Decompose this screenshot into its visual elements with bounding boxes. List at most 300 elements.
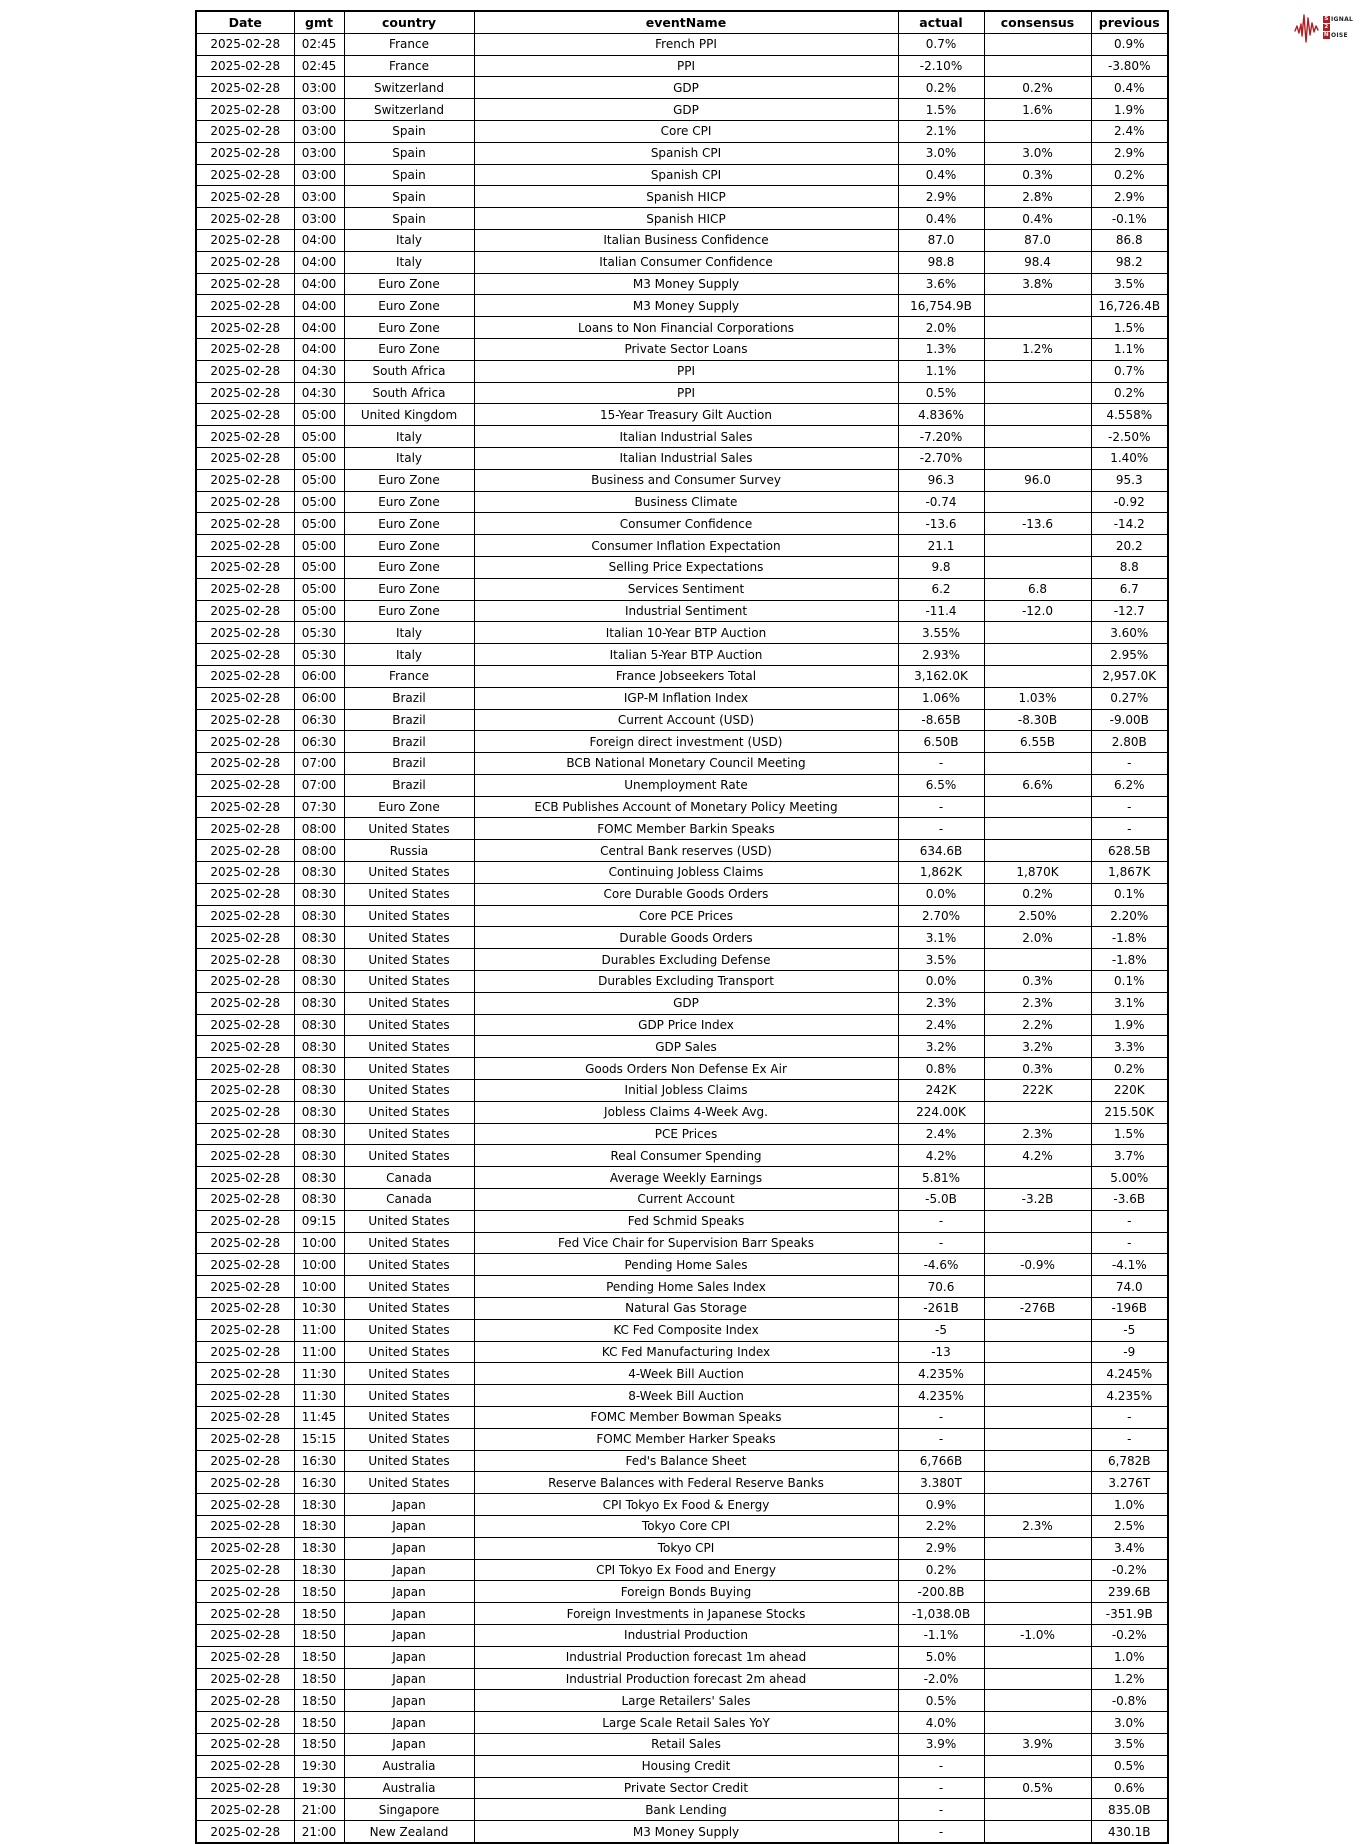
- cell-date: 2025-02-28: [196, 208, 294, 230]
- cell-consensus: [984, 1559, 1091, 1581]
- cell-eventname: Average Weekly Earnings: [474, 1167, 898, 1189]
- cell-gmt: 04:00: [294, 273, 344, 295]
- cell-date: 2025-02-28: [196, 469, 294, 491]
- cell-gmt: 10:00: [294, 1232, 344, 1254]
- table-row: [196, 77, 1168, 99]
- cell-gmt: 08:00: [294, 840, 344, 862]
- cell-date: 2025-02-28: [196, 578, 294, 600]
- cell-gmt: 18:30: [294, 1559, 344, 1581]
- cell-date: 2025-02-28: [196, 796, 294, 818]
- cell-consensus: [984, 840, 1091, 862]
- cell-country: Spain: [344, 120, 474, 142]
- table-row: [196, 992, 1168, 1014]
- cell-gmt: 08:30: [294, 1145, 344, 1167]
- cell-actual: 0.4%: [898, 164, 984, 186]
- cell-date: 2025-02-28: [196, 1189, 294, 1211]
- cell-actual: -8.65B: [898, 709, 984, 731]
- cell-consensus: 98.4: [984, 251, 1091, 273]
- cell-country: Brazil: [344, 753, 474, 775]
- cell-gmt: 05:00: [294, 578, 344, 600]
- cell-previous: 0.2%: [1091, 382, 1168, 404]
- cell-date: 2025-02-28: [196, 1341, 294, 1363]
- cell-consensus: 1.03%: [984, 687, 1091, 709]
- cell-eventname: Durables Excluding Defense: [474, 949, 898, 971]
- cell-actual: 3.380T: [898, 1472, 984, 1494]
- cell-country: Spain: [344, 164, 474, 186]
- cell-actual: -: [898, 818, 984, 840]
- cell-consensus: [984, 818, 1091, 840]
- cell-eventname: M3 Money Supply: [474, 295, 898, 317]
- cell-actual: 3.9%: [898, 1733, 984, 1755]
- cell-actual: 9.8: [898, 556, 984, 578]
- cell-country: South Africa: [344, 382, 474, 404]
- cell-country: Euro Zone: [344, 273, 474, 295]
- cell-eventname: Large Retailers' Sales: [474, 1690, 898, 1712]
- cell-date: 2025-02-28: [196, 1494, 294, 1516]
- cell-actual: 2.2%: [898, 1515, 984, 1537]
- cell-actual: -2.0%: [898, 1668, 984, 1690]
- table-row: [196, 55, 1168, 77]
- cell-previous: 0.7%: [1091, 360, 1168, 382]
- cell-country: Italy: [344, 644, 474, 666]
- cell-date: 2025-02-28: [196, 186, 294, 208]
- cell-consensus: -13.6: [984, 513, 1091, 535]
- cell-consensus: 3.9%: [984, 1733, 1091, 1755]
- cell-country: United States: [344, 1276, 474, 1298]
- table-row: [196, 1537, 1168, 1559]
- cell-country: Italy: [344, 229, 474, 251]
- cell-country: Japan: [344, 1494, 474, 1516]
- cell-country: United States: [344, 1341, 474, 1363]
- cell-eventname: PCE Prices: [474, 1123, 898, 1145]
- cell-previous: 2.9%: [1091, 142, 1168, 164]
- cell-consensus: -12.0: [984, 600, 1091, 622]
- cell-eventname: Spanish HICP: [474, 208, 898, 230]
- logo-word-oise: OISE: [1331, 31, 1348, 39]
- cell-actual: 3.6%: [898, 273, 984, 295]
- cell-gmt: 05:00: [294, 556, 344, 578]
- cell-consensus: -8.30B: [984, 709, 1091, 731]
- cell-actual: 1.1%: [898, 360, 984, 382]
- table-row: [196, 1515, 1168, 1537]
- table-row: [196, 229, 1168, 251]
- table-row: [196, 295, 1168, 317]
- cell-consensus: [984, 1821, 1091, 1843]
- cell-country: Australia: [344, 1777, 474, 1799]
- table-row: [196, 360, 1168, 382]
- cell-consensus: [984, 1581, 1091, 1603]
- cell-country: United States: [344, 1428, 474, 1450]
- cell-consensus: 87.0: [984, 229, 1091, 251]
- cell-actual: 2.9%: [898, 1537, 984, 1559]
- cell-actual: -: [898, 1755, 984, 1777]
- cell-date: 2025-02-28: [196, 1646, 294, 1668]
- cell-gmt: 18:50: [294, 1581, 344, 1603]
- table-row: [196, 1189, 1168, 1211]
- cell-eventname: FOMC Member Barkin Speaks: [474, 818, 898, 840]
- cell-previous: 3.5%: [1091, 273, 1168, 295]
- cell-previous: 1.9%: [1091, 99, 1168, 121]
- cell-gmt: 03:00: [294, 120, 344, 142]
- cell-date: 2025-02-28: [196, 1821, 294, 1843]
- cell-date: 2025-02-28: [196, 164, 294, 186]
- cell-gmt: 05:30: [294, 644, 344, 666]
- cell-actual: 0.9%: [898, 1494, 984, 1516]
- cell-actual: 1.3%: [898, 338, 984, 360]
- cell-consensus: 4.2%: [984, 1145, 1091, 1167]
- cell-actual: -: [898, 1799, 984, 1821]
- cell-eventname: France Jobseekers Total: [474, 665, 898, 687]
- cell-country: Euro Zone: [344, 535, 474, 557]
- cell-actual: 1.5%: [898, 99, 984, 121]
- cell-actual: 4.0%: [898, 1712, 984, 1734]
- table-row: [196, 709, 1168, 731]
- cell-country: Spain: [344, 186, 474, 208]
- cell-previous: 3.5%: [1091, 1733, 1168, 1755]
- cell-date: 2025-02-28: [196, 1799, 294, 1821]
- cell-previous: 74.0: [1091, 1276, 1168, 1298]
- table-row: [196, 622, 1168, 644]
- cell-gmt: 05:00: [294, 404, 344, 426]
- cell-gmt: 16:30: [294, 1450, 344, 1472]
- cell-eventname: GDP: [474, 77, 898, 99]
- cell-consensus: [984, 1276, 1091, 1298]
- cell-date: 2025-02-28: [196, 665, 294, 687]
- cell-consensus: 2.8%: [984, 186, 1091, 208]
- logo-letter-2: 2: [1324, 23, 1329, 30]
- table-row: [196, 600, 1168, 622]
- cell-previous: 20.2: [1091, 535, 1168, 557]
- table-row: [196, 1210, 1168, 1232]
- cell-gmt: 18:30: [294, 1515, 344, 1537]
- table-row: [196, 840, 1168, 862]
- table-row: [196, 186, 1168, 208]
- cell-country: United States: [344, 883, 474, 905]
- cell-eventname: Durable Goods Orders: [474, 927, 898, 949]
- cell-country: Japan: [344, 1690, 474, 1712]
- cell-consensus: [984, 1472, 1091, 1494]
- cell-gmt: 08:30: [294, 883, 344, 905]
- cell-gmt: 04:00: [294, 295, 344, 317]
- cell-actual: -: [898, 1232, 984, 1254]
- cell-country: United States: [344, 1407, 474, 1429]
- cell-consensus: [984, 1755, 1091, 1777]
- cell-consensus: [984, 1167, 1091, 1189]
- cell-date: 2025-02-28: [196, 600, 294, 622]
- cell-gmt: 19:30: [294, 1777, 344, 1799]
- table-row: [196, 1450, 1168, 1472]
- cell-eventname: Consumer Inflation Expectation: [474, 535, 898, 557]
- cell-consensus: 0.2%: [984, 883, 1091, 905]
- table-row: [196, 818, 1168, 840]
- table-row: [196, 469, 1168, 491]
- cell-actual: -: [898, 1428, 984, 1450]
- cell-previous: 86.8: [1091, 229, 1168, 251]
- cell-eventname: Selling Price Expectations: [474, 556, 898, 578]
- cell-date: 2025-02-28: [196, 1167, 294, 1189]
- cell-previous: 0.1%: [1091, 883, 1168, 905]
- table-row: [196, 1058, 1168, 1080]
- cell-date: 2025-02-28: [196, 1123, 294, 1145]
- cell-date: 2025-02-28: [196, 77, 294, 99]
- cell-country: Italy: [344, 447, 474, 469]
- cell-country: France: [344, 33, 474, 55]
- cell-gmt: 08:30: [294, 1123, 344, 1145]
- logo-letter-s: S: [1324, 15, 1329, 22]
- table-row: [196, 731, 1168, 753]
- table-row: [196, 1712, 1168, 1734]
- cell-actual: 242K: [898, 1080, 984, 1102]
- cell-date: 2025-02-28: [196, 774, 294, 796]
- cell-previous: 3.276T: [1091, 1472, 1168, 1494]
- cell-eventname: Central Bank reserves (USD): [474, 840, 898, 862]
- cell-consensus: [984, 1407, 1091, 1429]
- table-row: [196, 796, 1168, 818]
- cell-gmt: 04:30: [294, 382, 344, 404]
- table-row: [196, 317, 1168, 339]
- cell-actual: 98.8: [898, 251, 984, 273]
- cell-previous: 0.2%: [1091, 164, 1168, 186]
- cell-actual: 2.3%: [898, 992, 984, 1014]
- cell-eventname: 8-Week Bill Auction: [474, 1385, 898, 1407]
- cell-gmt: 18:30: [294, 1494, 344, 1516]
- cell-previous: 1.9%: [1091, 1014, 1168, 1036]
- cell-date: 2025-02-28: [196, 360, 294, 382]
- ekg-waveform-icon: [1294, 7, 1322, 47]
- cell-country: Brazil: [344, 709, 474, 731]
- cell-gmt: 04:00: [294, 229, 344, 251]
- cell-consensus: 1.2%: [984, 338, 1091, 360]
- cell-previous: 1.0%: [1091, 1646, 1168, 1668]
- cell-date: 2025-02-28: [196, 1276, 294, 1298]
- cell-previous: 6,782B: [1091, 1450, 1168, 1472]
- cell-gmt: 07:30: [294, 796, 344, 818]
- cell-country: South Africa: [344, 360, 474, 382]
- cell-previous: -: [1091, 1428, 1168, 1450]
- cell-date: 2025-02-28: [196, 622, 294, 644]
- cell-gmt: 15:15: [294, 1428, 344, 1450]
- table-row: [196, 1341, 1168, 1363]
- cell-gmt: 09:15: [294, 1210, 344, 1232]
- cell-country: Switzerland: [344, 77, 474, 99]
- cell-gmt: 10:30: [294, 1298, 344, 1320]
- cell-country: Japan: [344, 1712, 474, 1734]
- cell-actual: 3.0%: [898, 142, 984, 164]
- table-row: [196, 905, 1168, 927]
- column-header-country: country: [344, 11, 474, 33]
- cell-eventname: Italian 5-Year BTP Auction: [474, 644, 898, 666]
- cell-country: Euro Zone: [344, 578, 474, 600]
- cell-eventname: Business Climate: [474, 491, 898, 513]
- cell-gmt: 08:30: [294, 1101, 344, 1123]
- cell-eventname: Goods Orders Non Defense Ex Air: [474, 1058, 898, 1080]
- cell-eventname: Loans to Non Financial Corporations: [474, 317, 898, 339]
- cell-eventname: Industrial Production forecast 1m ahead: [474, 1646, 898, 1668]
- cell-actual: 224.00K: [898, 1101, 984, 1123]
- cell-actual: -7.20%: [898, 426, 984, 448]
- cell-gmt: 18:50: [294, 1712, 344, 1734]
- table-row: [196, 1821, 1168, 1843]
- cell-previous: -12.7: [1091, 600, 1168, 622]
- cell-gmt: 08:30: [294, 1080, 344, 1102]
- cell-actual: 6.50B: [898, 731, 984, 753]
- cell-date: 2025-02-28: [196, 229, 294, 251]
- cell-previous: 0.27%: [1091, 687, 1168, 709]
- cell-country: Euro Zone: [344, 796, 474, 818]
- cell-consensus: [984, 1363, 1091, 1385]
- cell-eventname: GDP Sales: [474, 1036, 898, 1058]
- cell-date: 2025-02-28: [196, 709, 294, 731]
- cell-date: 2025-02-28: [196, 927, 294, 949]
- cell-previous: -: [1091, 753, 1168, 775]
- cell-previous: 628.5B: [1091, 840, 1168, 862]
- cell-country: Euro Zone: [344, 317, 474, 339]
- table-row: [196, 1407, 1168, 1429]
- cell-actual: -: [898, 796, 984, 818]
- cell-previous: 239.6B: [1091, 1581, 1168, 1603]
- cell-date: 2025-02-28: [196, 1668, 294, 1690]
- cell-country: Euro Zone: [344, 600, 474, 622]
- cell-gmt: 18:50: [294, 1690, 344, 1712]
- cell-gmt: 08:30: [294, 1167, 344, 1189]
- cell-consensus: [984, 665, 1091, 687]
- table-row: [196, 1733, 1168, 1755]
- cell-eventname: Italian Industrial Sales: [474, 426, 898, 448]
- column-header-actual: actual: [898, 11, 984, 33]
- cell-date: 2025-02-28: [196, 971, 294, 993]
- cell-consensus: [984, 1690, 1091, 1712]
- cell-eventname: Fed's Balance Sheet: [474, 1450, 898, 1472]
- cell-date: 2025-02-28: [196, 1036, 294, 1058]
- cell-consensus: [984, 404, 1091, 426]
- cell-consensus: [984, 753, 1091, 775]
- table-row: [196, 1123, 1168, 1145]
- cell-country: France: [344, 665, 474, 687]
- cell-date: 2025-02-28: [196, 1145, 294, 1167]
- cell-eventname: 4-Week Bill Auction: [474, 1363, 898, 1385]
- cell-date: 2025-02-28: [196, 382, 294, 404]
- cell-date: 2025-02-28: [196, 1603, 294, 1625]
- cell-actual: 3.2%: [898, 1036, 984, 1058]
- cell-consensus: 2.3%: [984, 992, 1091, 1014]
- cell-gmt: 10:00: [294, 1254, 344, 1276]
- cell-gmt: 11:00: [294, 1341, 344, 1363]
- table-row: [196, 665, 1168, 687]
- cell-actual: 6.2: [898, 578, 984, 600]
- table-row: [196, 142, 1168, 164]
- cell-actual: 70.6: [898, 1276, 984, 1298]
- table-row: [196, 382, 1168, 404]
- cell-country: Spain: [344, 208, 474, 230]
- cell-date: 2025-02-28: [196, 447, 294, 469]
- cell-previous: 16,726.4B: [1091, 295, 1168, 317]
- cell-previous: 98.2: [1091, 251, 1168, 273]
- cell-actual: 5.81%: [898, 1167, 984, 1189]
- cell-gmt: 06:00: [294, 687, 344, 709]
- cell-actual: 3,162.0K: [898, 665, 984, 687]
- cell-previous: 1.1%: [1091, 338, 1168, 360]
- logo-word-ignal: IGNAL: [1331, 15, 1354, 23]
- cell-actual: 0.7%: [898, 33, 984, 55]
- table-row: [196, 120, 1168, 142]
- cell-eventname: Unemployment Rate: [474, 774, 898, 796]
- column-header-eventname: eventName: [474, 11, 898, 33]
- cell-previous: -3.6B: [1091, 1189, 1168, 1211]
- table-row: [196, 1428, 1168, 1450]
- cell-previous: -0.1%: [1091, 208, 1168, 230]
- cell-previous: 0.5%: [1091, 1755, 1168, 1777]
- cell-date: 2025-02-28: [196, 1450, 294, 1472]
- cell-consensus: [984, 1101, 1091, 1123]
- table-row: [196, 1036, 1168, 1058]
- cell-actual: -: [898, 1777, 984, 1799]
- cell-eventname: Tokyo Core CPI: [474, 1515, 898, 1537]
- cell-consensus: [984, 1319, 1091, 1341]
- cell-previous: 220K: [1091, 1080, 1168, 1102]
- cell-eventname: Jobless Claims 4-Week Avg.: [474, 1101, 898, 1123]
- cell-gmt: 18:30: [294, 1537, 344, 1559]
- cell-previous: -5: [1091, 1319, 1168, 1341]
- cell-consensus: 6.55B: [984, 731, 1091, 753]
- table-row: [196, 251, 1168, 273]
- cell-date: 2025-02-28: [196, 1407, 294, 1429]
- cell-gmt: 03:00: [294, 77, 344, 99]
- cell-consensus: 1,870K: [984, 862, 1091, 884]
- cell-eventname: Spanish CPI: [474, 164, 898, 186]
- cell-country: United States: [344, 1123, 474, 1145]
- cell-date: 2025-02-28: [196, 1210, 294, 1232]
- cell-country: Japan: [344, 1581, 474, 1603]
- cell-country: Italy: [344, 251, 474, 273]
- cell-country: United States: [344, 862, 474, 884]
- cell-gmt: 11:30: [294, 1385, 344, 1407]
- cell-actual: 3.55%: [898, 622, 984, 644]
- cell-date: 2025-02-28: [196, 1777, 294, 1799]
- cell-consensus: 6.8: [984, 578, 1091, 600]
- cell-actual: -0.74: [898, 491, 984, 513]
- cell-actual: -13: [898, 1341, 984, 1363]
- cell-eventname: Pending Home Sales Index: [474, 1276, 898, 1298]
- table-row: [196, 208, 1168, 230]
- cell-date: 2025-02-28: [196, 513, 294, 535]
- cell-eventname: Fed Schmid Speaks: [474, 1210, 898, 1232]
- cell-previous: 2.20%: [1091, 905, 1168, 927]
- cell-previous: 6.7: [1091, 578, 1168, 600]
- cell-gmt: 04:00: [294, 251, 344, 273]
- cell-consensus: -276B: [984, 1298, 1091, 1320]
- cell-actual: 2.1%: [898, 120, 984, 142]
- cell-country: Italy: [344, 622, 474, 644]
- cell-eventname: Italian 10-Year BTP Auction: [474, 622, 898, 644]
- logo-wordmark: [1323, 16, 1353, 39]
- logo-line-signal: [1323, 16, 1353, 23]
- cell-previous: -2.50%: [1091, 426, 1168, 448]
- cell-country: United States: [344, 927, 474, 949]
- cell-date: 2025-02-28: [196, 1537, 294, 1559]
- table-row: [196, 578, 1168, 600]
- cell-date: 2025-02-28: [196, 491, 294, 513]
- cell-gmt: 07:00: [294, 774, 344, 796]
- table-row: [196, 1101, 1168, 1123]
- table-row: [196, 774, 1168, 796]
- table-row: [196, 99, 1168, 121]
- cell-country: France: [344, 55, 474, 77]
- cell-previous: 6.2%: [1091, 774, 1168, 796]
- table-row: [196, 1581, 1168, 1603]
- cell-eventname: CPI Tokyo Ex Food & Energy: [474, 1494, 898, 1516]
- cell-eventname: Retail Sales: [474, 1733, 898, 1755]
- cell-gmt: 18:50: [294, 1733, 344, 1755]
